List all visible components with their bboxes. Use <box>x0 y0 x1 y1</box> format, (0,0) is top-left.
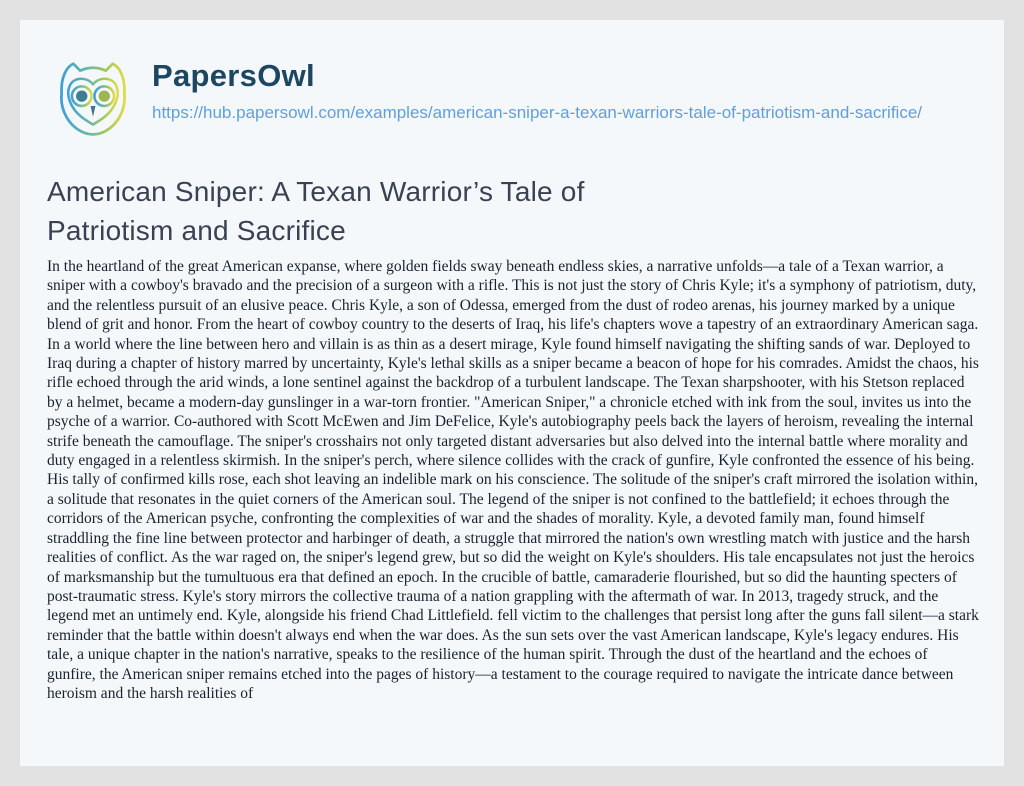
article-body-text: In the heartland of the great American expanse, where golden fields sway beneath endless skies, a narrative unfolds—a tale of a Texan warrior, a sniper with a cowboy's bravado and the precision of a surgeon with a rifle. This is not just the story of Chris Kyle; it's a symphony of patriotism, duty, and the relentless pursuit of an elusive peace. Chris Kyle, a son of Odessa, emerged from the dust of rodeo arenas, his journey marked by a unique blend of grit and honor. From the heart of cowboy country to the deserts of Iraq, his life's chapters wove a tapestry of an extraordinary American saga. In a world where the line between hero and villain is as thin as a desert mirage, Kyle found himself navigating the shifting sands of war. Deployed to Iraq during a chapter of history marred by uncertainty, Kyle's lethal skills as a sniper became a beacon of hope for his comrades. Amidst the chaos, his rifle echoed through the arid winds, a lone sentinel against the backdrop of a turbulent landscape. The Texan sharpshooter, with his Stetson replaced by a helmet, became a modern-day gunslinger in a war-torn frontier. "American Sniper," a chronicle etched with ink from the soul, invites us into the psyche of a warrior. Co-authored with Scott McEwen and Jim DeFelice, Kyle's autobiography peels back the layers of heroism, revealing the internal strife beneath the camouflage. The sniper's crosshairs not only targeted distant adversaries but also delved into the internal battle where morality and duty engaged in a relentless skirmish. In the sniper's perch, where silence collides with the crack of gunfire, Kyle confronted the essence of his being. His tally of confirmed kills rose, each shot leaving an indelible mark on his conscience. The solitude of the sniper's craft mirrored the isolation within, a solitude that resonates in the quiet corners of the American soul. The legend of the sniper is not confined to the battlefield; it echoes through the corridors of the American psyche, confronting the complexities of war and the shades of morality. Kyle, a devoted family man, found himself straddling the fine line between protector and harbinger of death, a struggle that mirrored the nation's own wrestling match with justice and the harsh realities of conflict. As the war raged on, the sniper's legend grew, but so did the weight on Kyle's shoulders. His tale encapsulates not just the heroics of marksmanship but the tumultuous era that defined an epoch. In the crucible of battle, camaraderie flourished, but so did the haunting specters of post-traumatic stress. Kyle's story mirrors the collective trauma of a nation grappling with the aftermath of war. In 2013, tragedy struck, and the legend met an untimely end. Kyle, alongside his friend Chad Littlefield. fell victim to the challenges that persist long after the guns fall silent—a stark reminder that the battle within doesn't always end when the war does. As the sun sets over the vast American landscape, Kyle's legacy endures. His tale, a unique chapter in the nation's narrative, speaks to the resilience of the human spirit. Through the dust of the heartland and the echoes of gunfire, the American sniper remains etched into the pages of history—a testament to the courage required to navigate the intricate dance between heroism and the harsh realities of <box>47 258 979 702</box>
papersowl-owl-logo-icon <box>44 54 142 152</box>
article-title-line2: Patriotism and Sacrifice <box>47 215 346 246</box>
article-title-line1: American Sniper: A Texan Warrior’s Tale of <box>47 176 585 207</box>
site-header <box>44 54 957 152</box>
brand-name: PapersOwl <box>152 58 315 93</box>
article-title <box>47 172 585 250</box>
document-card <box>20 20 1004 766</box>
header-text-block <box>152 54 957 126</box>
source-url-link[interactable]: https://hub.papersowl.com/examples/american-sniper-a-texan-warriors-tale-of-patriotism-and-sacrifice/ <box>152 103 923 122</box>
